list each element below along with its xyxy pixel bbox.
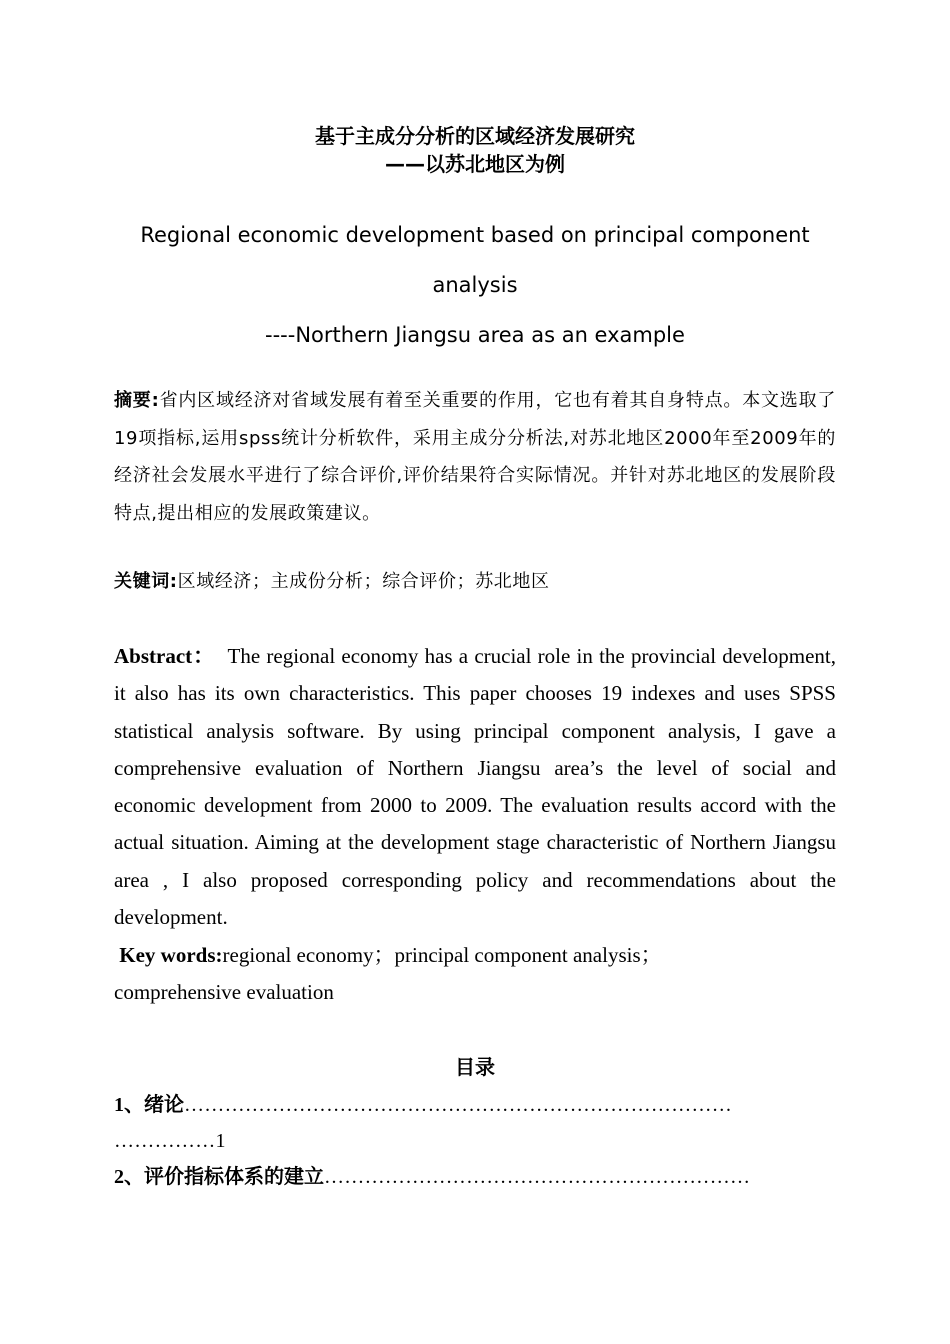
- english-title-line1: Regional economic development based on principal component: [140, 223, 810, 247]
- chinese-subtitle: ——以苏北地区为例: [385, 152, 565, 176]
- chinese-abstract-label: 摘要:: [114, 390, 160, 411]
- toc-title: 目录: [455, 1055, 495, 1079]
- english-abstract-text: The regional economy has a crucial role in the provincial development, it also has its own characteristics. This paper chooses 19 indexes and uses SPSS statistical analysis software. By using principal component analysis, I gave a comprehensive evaluation of Northern Jiangsu area’s the level of social and economic development from 2000 to 2009. The evaluation results accord with the actual situation. Aiming at the development stage characteristic of Northern Jiangsu area , I also proposed corresponding policy and recommendations about the development.: [114, 644, 837, 930]
- english-title-line2: analysis: [432, 273, 518, 297]
- toc-entry-1[interactable]: [114, 1089, 836, 1120]
- chinese-abstract-text: 省内区域经济对省域发展有着至关重要的作用，它也有着其自身特点。本文选取了19项指标,运用spss统计分析软件，采用主成分分析法,对苏北地区2000年至2009年的经济社会发展水平进行了综合评价,评价结果符合实际情况。并针对苏北地区的发展阶段特点,提出相应的发展政策建议。: [114, 390, 836, 524]
- toc-entry-separator: 、: [124, 1164, 144, 1188]
- toc-leader-dots: ……………: [114, 1130, 216, 1152]
- english-keywords: [114, 937, 836, 1012]
- toc-leader-dots: ………………………………………………………………………: [184, 1094, 733, 1116]
- chinese-keywords-text: 区域经济；主成份分析；综合评价；苏北地区: [177, 571, 550, 592]
- chinese-keywords-label: 关键词:: [114, 571, 178, 592]
- english-keywords-line2: comprehensive evaluation: [114, 980, 334, 1005]
- toc-entry-1-continuation[interactable]: [114, 1126, 836, 1156]
- toc-page-number: 1: [215, 1130, 226, 1152]
- english-abstract-label: Abstract：: [114, 644, 216, 668]
- toc-entry-separator: 、: [124, 1092, 144, 1116]
- english-subtitle: ----Northern Jiangsu area as an example: [265, 323, 685, 347]
- chinese-keywords: [114, 567, 836, 597]
- chinese-abstract: [114, 382, 836, 532]
- toc-entry-2[interactable]: [114, 1161, 836, 1192]
- toc-entry-number: 2: [114, 1166, 124, 1188]
- english-keywords-label: Key words:: [119, 943, 223, 967]
- toc-leader-dots: ………………………………………………………: [324, 1166, 751, 1188]
- toc-entry-text: 绪论: [144, 1092, 184, 1116]
- toc-entry-text: 评价指标体系的建立: [144, 1164, 324, 1188]
- english-abstract: [114, 638, 836, 936]
- english-keywords-line1: regional economy；principal component analysis；: [222, 943, 662, 967]
- chinese-title: 基于主成分分析的区域经济发展研究: [315, 124, 635, 148]
- toc-entry-number: 1: [114, 1094, 124, 1116]
